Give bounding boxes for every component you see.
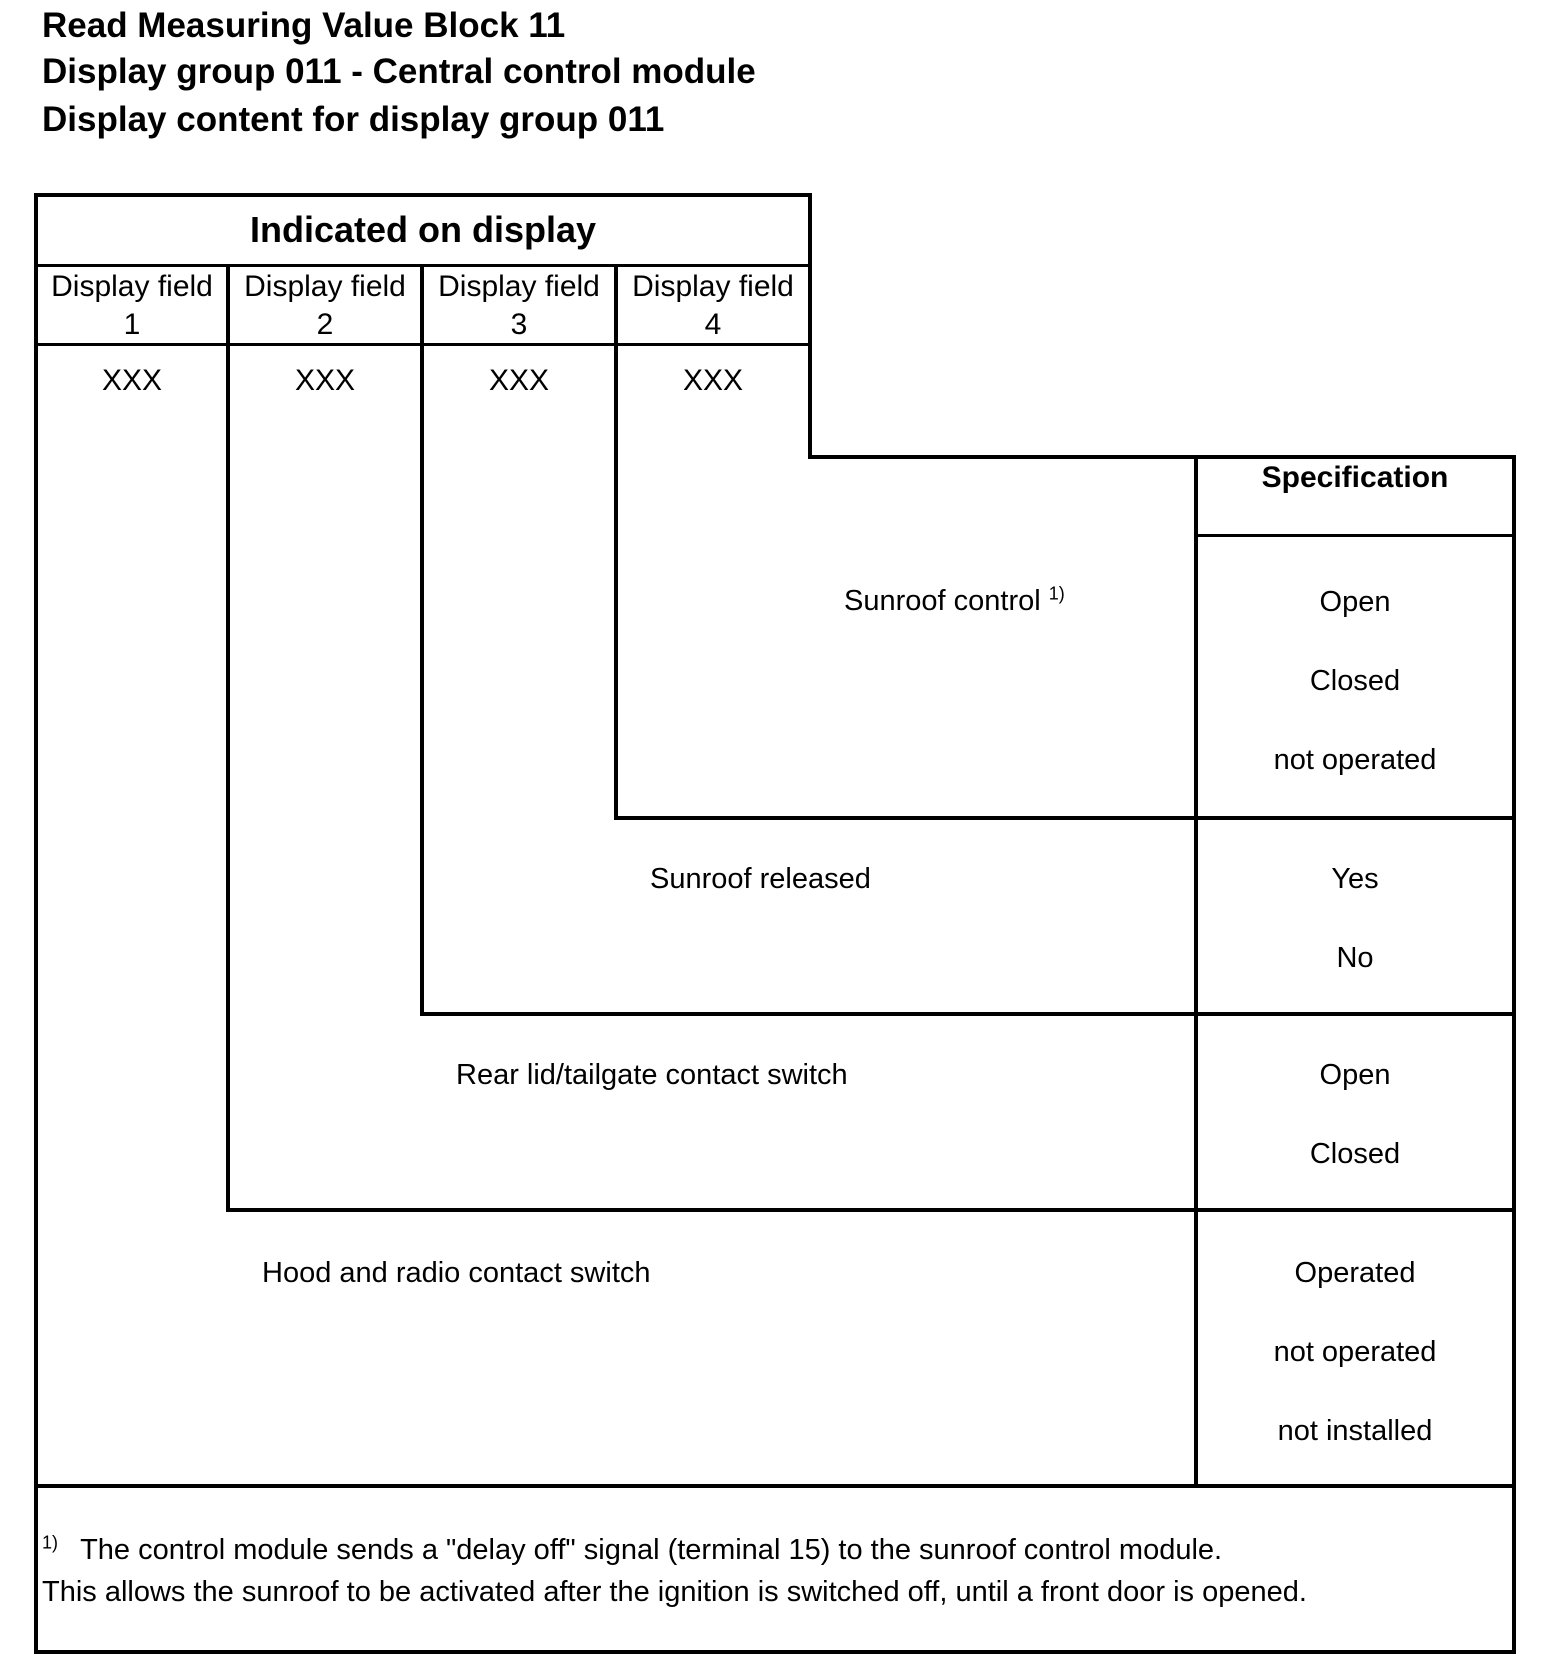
display-field-2-label: Display field <box>244 270 406 303</box>
spec-value: Closed <box>1309 665 1401 697</box>
row-sunroof-control-name: Sunroof control <box>844 585 1041 617</box>
display-field-4-header <box>618 268 808 344</box>
indicated-on-display-header: Indicated on display <box>249 209 597 250</box>
display-field-3-label: Display field <box>438 270 600 303</box>
spec-value: not operated <box>1273 1336 1437 1368</box>
display-field-1-label: Display field <box>51 270 213 303</box>
footnote-line-1 <box>42 1530 1222 1570</box>
display-field-4-label: Display field <box>632 270 794 303</box>
row-hood-radio-label: Hood and radio contact switch <box>262 1257 651 1289</box>
footnote-line-2: This allows the sunroof to be activated after the ignition is switched off, until a front door is opened. <box>42 1576 1307 1608</box>
row-sunroof-control-label <box>844 584 1065 618</box>
display-field-1-number: 1 <box>123 308 141 341</box>
display-field-3-value: XXX <box>488 364 550 397</box>
row-sunroof-released-label: Sunroof released <box>650 863 871 895</box>
title-line-3: Display content for display group 011 <box>42 100 665 139</box>
spec-value: Open <box>1319 1059 1391 1091</box>
footnote-mark: 1) <box>42 1532 59 1553</box>
display-field-4-value: XXX <box>682 364 744 397</box>
spec-value: Closed <box>1309 1138 1401 1170</box>
spec-value: Open <box>1319 586 1391 618</box>
row-sunroof-control-footnote-mark: 1) <box>1048 583 1065 604</box>
spec-value: not operated <box>1273 744 1437 776</box>
display-field-1-header <box>38 268 226 344</box>
display-field-4-number: 4 <box>704 308 722 341</box>
spec-value: Operated <box>1294 1257 1416 1289</box>
display-field-2-number: 2 <box>316 308 334 341</box>
title-line-2: Display group 011 - Central control module <box>42 52 756 91</box>
row-rear-lid-label: Rear lid/tailgate contact switch <box>456 1059 848 1091</box>
spec-value: not installed <box>1277 1415 1433 1447</box>
display-field-2-header <box>230 268 420 344</box>
spec-value: Yes <box>1331 863 1379 895</box>
display-field-3-number: 3 <box>510 308 528 341</box>
display-field-1-value: XXX <box>101 364 163 397</box>
specification-header: Specification <box>1261 461 1449 494</box>
spec-value: No <box>1336 942 1374 974</box>
footnote-text-1: The control module sends a "delay off" signal (terminal 15) to the sunroof control module. <box>80 1534 1223 1566</box>
display-field-3-header <box>424 268 614 344</box>
title-line-1: Read Measuring Value Block 11 <box>42 6 566 45</box>
display-field-2-value: XXX <box>294 364 356 397</box>
